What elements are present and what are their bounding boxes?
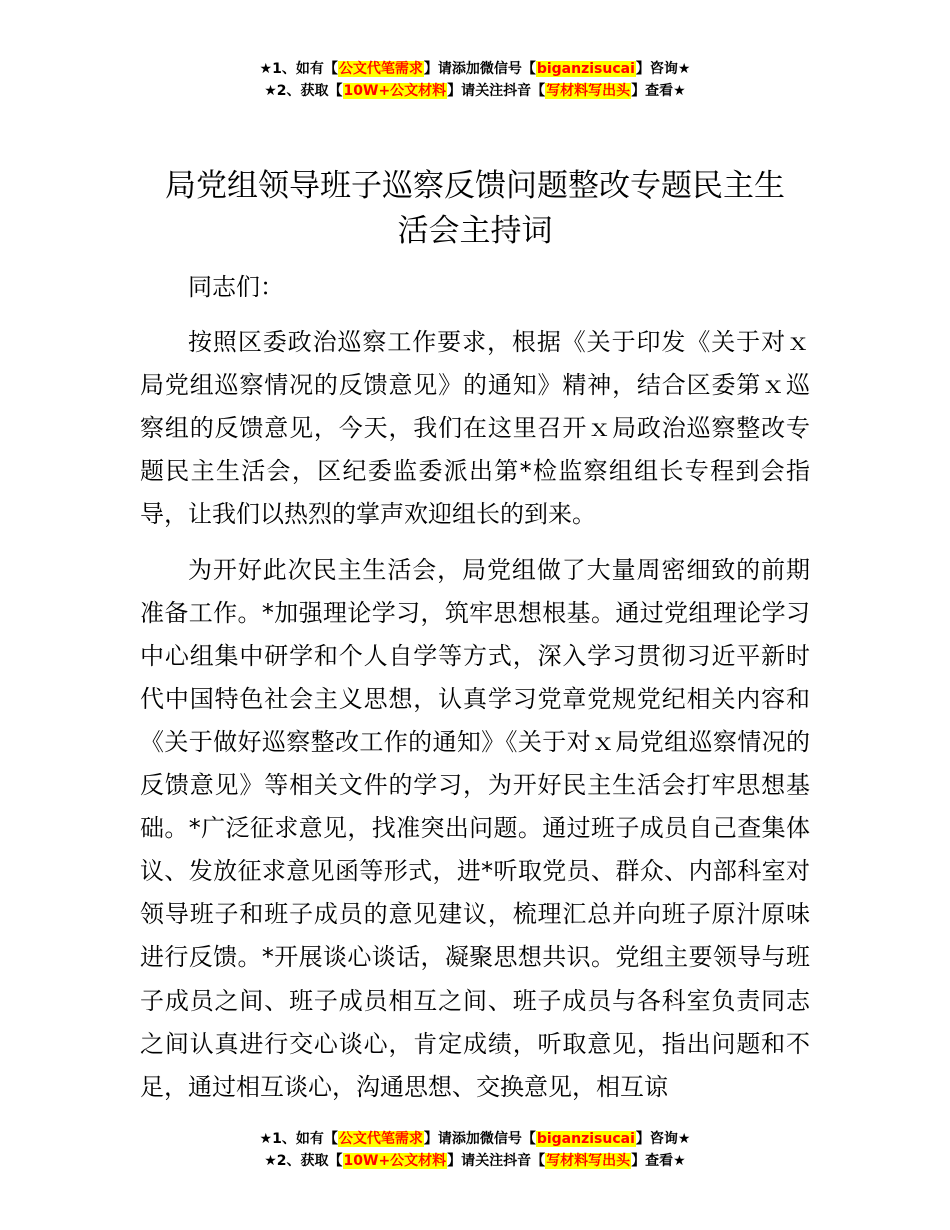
banner-text: 】请 xyxy=(447,83,476,99)
banner-line-1 xyxy=(0,58,950,80)
banner-text: 】请 xyxy=(447,1153,476,1169)
banner-line-1 xyxy=(0,1128,950,1150)
paragraph: 为开好此次民主生活会，局党组做了大量周密细致的前期准备工作。*加强理论学习，筑牢思想根基。通过党组理论学习中心组集中研学和个人自学等方式，深入学习贯彻习近平新时代中国特色社会主义思想，认真学习党章党规党纪相关内容和《关于做好巡察整改工作的通知》《关于对ｘ局党组巡察情况的反馈意见》等相关文件的学习，为开好民主生活会打牢思想基础。*广泛征求意见，找准突出问题。通过班子成员自己查集体议、发放征求意见函等形式，进*听取党员、群众、内部科室对领导班子和班子成员的意见建议，梳理汇总并向班子原汁原味进行反馈。*开展谈心谈话，凝聚思想共识。党组主要领导与班子成员之间、班子成员相互之间、班子成员与各科室负责同志之间认真进行交心谈心，肯定成绩，听取意见，指出问题和不足，通过相互谈心，沟通思想、交换意见，相互谅 xyxy=(140,555,810,1101)
banner-text: 微信号【 xyxy=(479,61,536,77)
title-line: 局党组领导班子巡察反馈问题整改专题民主生 xyxy=(165,168,785,204)
banner-line-2 xyxy=(0,80,950,102)
banner-text: 抖音【 xyxy=(503,1153,546,1169)
banner-text: ★1、如有【 xyxy=(259,61,338,77)
document-title xyxy=(140,164,810,254)
banner-highlight: 写材料写出头 xyxy=(546,1153,631,1169)
banner-text: ★2、获取【 xyxy=(264,83,343,99)
banner-highlight: 写材料写出头 xyxy=(546,83,631,99)
banner-emphasis: 添加 xyxy=(451,1131,480,1147)
banner-emphasis: 关注 xyxy=(475,1153,504,1169)
banner-text: 】请 xyxy=(423,1131,452,1147)
banner-highlight: 10W+公文材料 xyxy=(343,83,447,99)
banner-highlight: biganzisucai xyxy=(536,61,635,77)
banner-emphasis: 关注 xyxy=(475,83,504,99)
banner-text: 】咨询★ xyxy=(635,1131,691,1147)
banner-text: 】请 xyxy=(423,61,452,77)
banner-text: ★2、获取【 xyxy=(264,1153,343,1169)
banner-highlight: biganzisucai xyxy=(536,1131,635,1147)
header-banner xyxy=(0,58,950,102)
banner-highlight: 10W+公文材料 xyxy=(343,1153,447,1169)
banner-emphasis: 添加 xyxy=(451,61,480,77)
document-body xyxy=(140,266,810,1109)
banner-text: 】查看★ xyxy=(631,83,686,99)
footer-banner xyxy=(0,1128,950,1172)
banner-text: 抖音【 xyxy=(503,83,546,99)
banner-text: 微信号【 xyxy=(479,1131,536,1147)
banner-text: 】查看★ xyxy=(631,1153,686,1169)
banner-text: 】咨询★ xyxy=(635,61,691,77)
title-line: 活会主持词 xyxy=(397,213,553,249)
paragraph: 按照区委政治巡察工作要求，根据《关于印发《关于对ｘ局党组巡察情况的反馈意见》的通知》精神，结合区委第ｘ巡察组的反馈意见，今天，我们在这里召开ｘ局政治巡察整改专题民主生活会，区纪委监委派出第*检监察组组长专程到会指导，让我们以热烈的掌声欢迎组长的到来。 xyxy=(140,328,810,529)
banner-line-2 xyxy=(0,1150,950,1172)
banner-highlight: 公文代笔需求 xyxy=(338,1131,423,1147)
greeting: 同志们： xyxy=(188,273,284,301)
banner-text: ★1、如有【 xyxy=(259,1131,338,1147)
banner-highlight: 公文代笔需求 xyxy=(338,61,423,77)
